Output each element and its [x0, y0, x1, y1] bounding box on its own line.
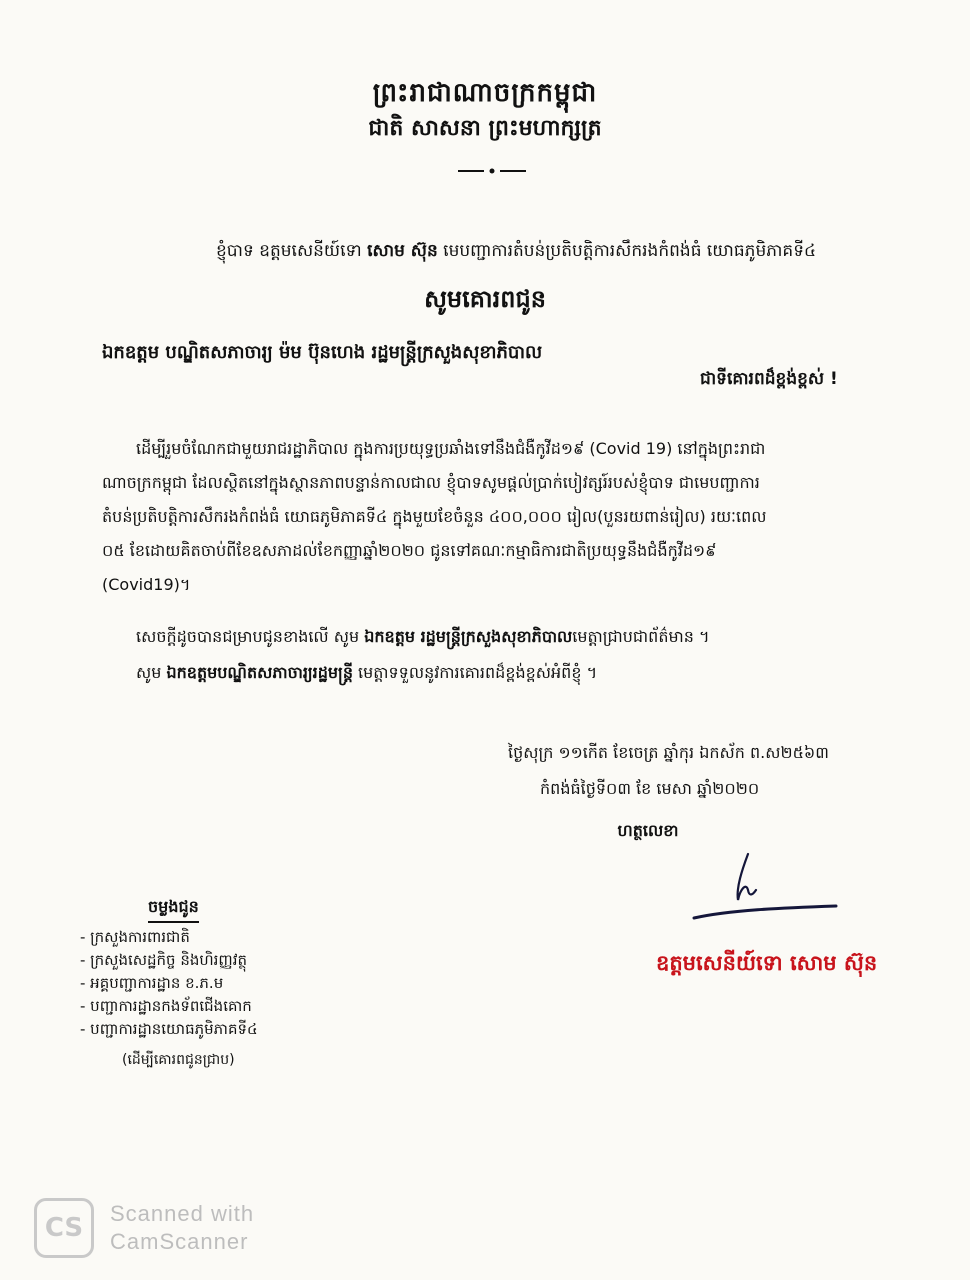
closing-2-bold: ឯកឧត្តមបណ្ឌិតសភាចារ្យរដ្ឋមន្ត្រី [166, 663, 353, 682]
cc-list [80, 926, 258, 1041]
salutation: សូមគោរពជូន [424, 285, 546, 313]
body-line-3: តំបន់ប្រតិបត្តិការសឹករងកំពង់ធំ យោធភូមិភាគទី៤ ក្នុងមួយខែចំនួន ៤០០,០០០ រៀល(បួនរយពាន់រៀល) រយៈពេល [102, 507, 767, 526]
intro-prefix: ខ្ញុំបាទ ឧត្តមសេនីយ៍ទោ [216, 241, 368, 261]
body-line-5: (Covid19)។ [102, 575, 191, 594]
intro-line [216, 240, 816, 265]
camscanner-watermark [110, 1200, 254, 1256]
watermark-line-1: Scanned with [110, 1201, 255, 1226]
cc-item: - បញ្ជាការដ្ឋានយោធភូមិភាគទី៤ [80, 1020, 258, 1038]
kingdom-heading: ព្រះរាជាណាចក្រកម្ពុជា [372, 78, 598, 108]
national-motto: ជាតិ សាសនា ព្រះមហាក្សត្រ [368, 116, 602, 141]
handwritten-signature [690, 840, 840, 930]
watermark-line-2: CamScanner [110, 1229, 249, 1254]
camscanner-logo: CS [34, 1198, 94, 1258]
recipient-line-2: ជាទីគោរពដ៏ខ្ពង់ខ្ពស់ ! [700, 369, 838, 389]
signature-title: ហត្ថលេខា [617, 821, 679, 840]
ornament-divider [458, 166, 526, 176]
date-solar: កំពង់ធំថ្ងៃទី០៣ ខែ មេសា ឆ្នាំ២០២០ [540, 779, 760, 798]
body-line-1: ដើម្បីរួមចំណែកជាមួយរាជរដ្ឋាភិបាល ក្នុងការប្រយុទ្ធប្រឆាំងទៅនឹងជំងឺកូវីដ១៩ (Covid 19) នៅក្នុងព្រះរាជា [136, 439, 766, 458]
cc-note: (ដើម្បីគោរពជូនជ្រាប) [122, 1052, 235, 1068]
closing-1-prefix: សេចក្តីដូចបានជម្រាបជូនខាងលើ សូម [136, 627, 365, 646]
closing-1-bold: ឯកឧត្តម រដ្ឋមន្ត្រីក្រសួងសុខាភិបាល [364, 627, 573, 646]
cc-item: - ក្រសួងសេដ្ឋកិច្ច និងហិរញ្ញវត្ថុ [80, 951, 247, 969]
closing-2-prefix: សូម [136, 663, 167, 682]
cc-item: - អគ្គបញ្ជាការដ្ឋាន ខ.ភ.ម [80, 974, 224, 992]
recipient-line-1: ឯកឧត្តម បណ្ឌិតសភាចារ្យ ម៉ម ប៊ុនហេង រដ្ឋមន្ត្រីក្រសួងសុខាភិបាល [102, 342, 543, 363]
closing-2-suffix: មេត្តាទទួលនូវការគោរពដ៏ខ្ពង់ខ្ពស់អំពីខ្ញុំ ។ [352, 663, 598, 682]
intro-suffix: មេបញ្ជាការតំបន់ប្រតិបត្តិការសឹករងកំពង់ធំ យោធភូមិភាគទី៤ [437, 241, 817, 261]
body-line-4: ០៥ ខែដោយគិតចាប់ពីខែឧសភាដល់ខែកញ្ញាឆ្នាំ២០២០ ជូនទៅគណៈកម្មាធិការជាតិប្រយុទ្ធនឹងជំងឺកូវីដ១៩ [102, 541, 717, 560]
closing-1-suffix: មេត្តាជ្រាបជាព័ត៌មាន ។ [572, 627, 710, 646]
cc-item: - ក្រសួងការពារជាតិ [80, 928, 190, 946]
closing-line-2 [136, 662, 597, 686]
date-lunar: ថ្ងៃសុក្រ ១១កើត ខែចេត្រ ឆ្នាំកុរ ឯកស័ក ព.ស២៥៦៣ [508, 743, 829, 762]
body-line-2: ណាចក្រកម្ពុជា ដែលស្ថិតនៅក្នុងស្ថានភាពបន្ទាន់កាលជាល ខ្ញុំបាទសូមផ្តល់ប្រាក់បៀវត្សរ៍របស់ខ្ញុំបាទ ជាមេបញ្ជាការ [102, 473, 760, 492]
cc-title: ចម្លងជូន [148, 896, 199, 923]
closing-line-1 [136, 626, 710, 650]
signer-name: ឧត្តមសេនីយ៍ទោ សោម ស៊ុន [656, 951, 878, 975]
cc-item: - បញ្ជាការដ្ឋានកងទ័ពជើងគោក [80, 997, 252, 1015]
sender-name: សោម ស៊ុន [367, 241, 438, 261]
